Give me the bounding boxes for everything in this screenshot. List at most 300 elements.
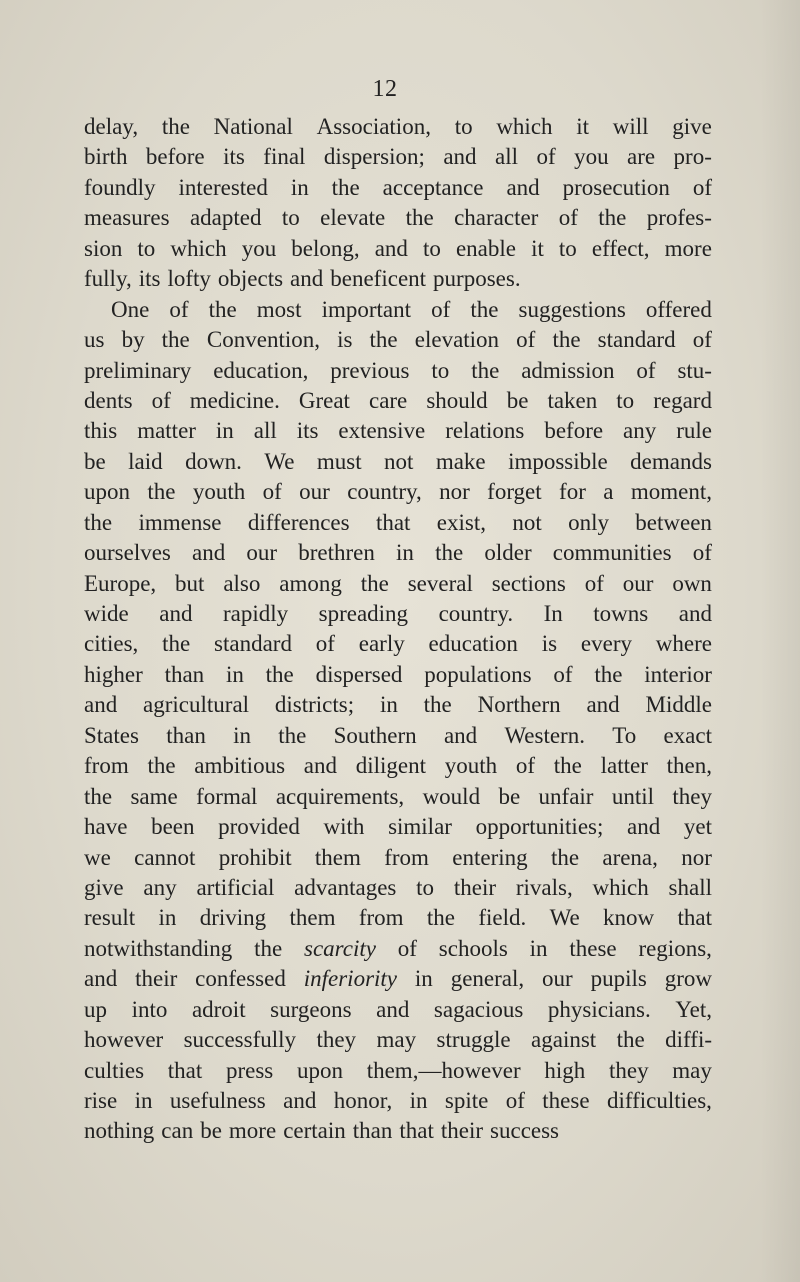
word: we bbox=[84, 844, 111, 870]
word: laid bbox=[128, 448, 163, 474]
word: preliminary bbox=[84, 357, 192, 383]
word: these bbox=[542, 1088, 590, 1113]
word: of bbox=[431, 296, 451, 322]
word: regard bbox=[653, 387, 712, 413]
word: opportunities; bbox=[475, 814, 604, 840]
word: would bbox=[422, 783, 481, 809]
word: States bbox=[84, 722, 139, 748]
word: exist, bbox=[436, 509, 486, 535]
word: profes- bbox=[646, 205, 712, 231]
word: acceptance bbox=[382, 174, 484, 200]
word: similar bbox=[388, 814, 452, 840]
word: however bbox=[84, 1027, 164, 1053]
word: adapted bbox=[189, 205, 262, 231]
word: taken bbox=[547, 387, 598, 413]
word: the bbox=[161, 114, 190, 139]
word: the bbox=[552, 327, 581, 353]
word: and bbox=[443, 144, 477, 170]
text-line bbox=[84, 295, 712, 325]
word: standard bbox=[597, 327, 676, 353]
word: shall bbox=[668, 874, 712, 900]
text-line bbox=[84, 690, 712, 720]
text-line bbox=[84, 356, 712, 386]
word: agricultural bbox=[143, 692, 250, 718]
word: the bbox=[435, 540, 464, 566]
text-line bbox=[84, 569, 712, 599]
word: spreading bbox=[318, 601, 409, 626]
word: successfully bbox=[183, 1027, 297, 1053]
text-line bbox=[84, 112, 712, 142]
word: prohibit bbox=[218, 844, 292, 870]
word: immense bbox=[138, 509, 222, 535]
word: you bbox=[574, 144, 609, 170]
word: high bbox=[544, 1057, 586, 1083]
word: have bbox=[84, 814, 128, 840]
word: Northern bbox=[477, 692, 561, 718]
word: adroit bbox=[191, 996, 246, 1022]
word: pro- bbox=[673, 144, 712, 170]
word: sections bbox=[491, 570, 566, 596]
word: press bbox=[225, 1057, 274, 1083]
word: diffi- bbox=[665, 1027, 712, 1053]
word: all bbox=[253, 418, 277, 444]
word: is bbox=[541, 631, 558, 657]
word: in bbox=[396, 540, 414, 566]
word: in bbox=[379, 692, 398, 718]
word: important bbox=[321, 296, 412, 322]
word: in bbox=[158, 905, 177, 931]
word: artificial bbox=[196, 874, 275, 900]
word: which bbox=[496, 114, 553, 139]
word: elevate bbox=[320, 205, 386, 231]
word: previous bbox=[330, 357, 410, 383]
word: should bbox=[426, 387, 488, 413]
word: up bbox=[84, 996, 107, 1022]
word: nothing bbox=[84, 1118, 155, 1144]
word: any bbox=[143, 874, 177, 900]
word: demands bbox=[630, 448, 712, 474]
word: its bbox=[223, 144, 245, 170]
word: in bbox=[225, 661, 244, 687]
word: the bbox=[208, 296, 237, 322]
word: our bbox=[542, 966, 573, 992]
word: sagacious bbox=[433, 996, 524, 1022]
word: also bbox=[223, 570, 261, 596]
page-number: 12 bbox=[372, 76, 398, 102]
word: every bbox=[580, 631, 632, 657]
word: confessed bbox=[195, 966, 286, 992]
word: unfair bbox=[538, 783, 594, 809]
word: with bbox=[323, 814, 365, 840]
text-line bbox=[84, 142, 712, 172]
word: the bbox=[147, 479, 176, 505]
word: own bbox=[672, 570, 712, 596]
word: delay, bbox=[84, 114, 139, 139]
word: the bbox=[254, 935, 283, 961]
word: it bbox=[531, 235, 544, 261]
word: the bbox=[278, 722, 307, 748]
word: older bbox=[484, 540, 532, 566]
word: of bbox=[692, 174, 712, 200]
word: regions, bbox=[638, 935, 712, 961]
word: these bbox=[569, 935, 617, 961]
word: grow bbox=[664, 966, 712, 992]
word: final bbox=[263, 144, 306, 170]
word: upon bbox=[296, 1057, 343, 1083]
word: notwithstanding bbox=[84, 935, 233, 961]
text-line bbox=[84, 1056, 712, 1086]
word: purposes. bbox=[433, 266, 521, 292]
word: and bbox=[303, 753, 337, 779]
word: To bbox=[612, 722, 637, 748]
word: provided bbox=[218, 814, 300, 840]
word: and bbox=[159, 601, 193, 626]
word: exact bbox=[663, 722, 712, 748]
word: success bbox=[490, 1118, 560, 1144]
word: upon bbox=[84, 479, 130, 505]
word: stu- bbox=[677, 357, 712, 383]
word: youth bbox=[444, 753, 498, 779]
word: entering bbox=[452, 844, 528, 870]
word: in bbox=[215, 418, 234, 444]
word: of bbox=[262, 479, 282, 505]
word: fully, bbox=[84, 266, 132, 292]
word: the bbox=[161, 327, 190, 353]
word: of bbox=[558, 205, 578, 231]
word: of bbox=[515, 753, 536, 779]
word: country. bbox=[438, 601, 514, 626]
word: and bbox=[192, 540, 226, 566]
word: field. bbox=[478, 905, 527, 931]
word: medicine. bbox=[189, 387, 280, 413]
word: admission bbox=[521, 357, 615, 383]
text-line bbox=[84, 538, 712, 568]
word: latter bbox=[600, 753, 648, 779]
word: scarcity bbox=[304, 935, 376, 961]
text-line bbox=[84, 599, 712, 629]
word: higher bbox=[84, 661, 143, 687]
word: National bbox=[213, 114, 293, 139]
word: then, bbox=[666, 753, 712, 779]
word: lofty bbox=[167, 266, 211, 292]
text-line bbox=[84, 416, 712, 446]
word: Southern bbox=[333, 722, 417, 748]
word: education bbox=[428, 631, 518, 657]
word: be bbox=[84, 448, 106, 474]
word: formal bbox=[196, 783, 258, 809]
word: character bbox=[454, 205, 539, 231]
word: to bbox=[137, 235, 156, 261]
word: in bbox=[134, 1088, 153, 1113]
word: to bbox=[454, 114, 473, 139]
word: know bbox=[603, 905, 655, 931]
word: certain bbox=[283, 1118, 346, 1144]
word: care bbox=[368, 387, 408, 413]
word: of bbox=[553, 661, 573, 687]
word: Association, bbox=[316, 114, 431, 139]
word: the bbox=[162, 631, 191, 657]
word: the bbox=[594, 661, 623, 687]
word: inferiority bbox=[303, 966, 398, 992]
word: not bbox=[512, 509, 542, 535]
word: advantages bbox=[294, 874, 397, 900]
word: until bbox=[611, 783, 654, 809]
word: several bbox=[407, 570, 473, 596]
word: Great bbox=[298, 387, 350, 413]
word: its bbox=[296, 418, 319, 444]
word: the bbox=[598, 205, 627, 231]
text-line bbox=[84, 660, 712, 690]
word: dents bbox=[84, 387, 133, 413]
word: struggle bbox=[436, 1027, 511, 1053]
word: be bbox=[506, 387, 529, 413]
word: yet bbox=[683, 814, 712, 840]
word: the bbox=[471, 357, 500, 383]
word: communities bbox=[552, 540, 672, 566]
text-line bbox=[84, 1086, 712, 1116]
word: We bbox=[549, 905, 580, 931]
text-line bbox=[84, 903, 712, 933]
word: but bbox=[175, 570, 205, 596]
word: schools bbox=[438, 935, 508, 961]
word: driving bbox=[199, 905, 267, 931]
word: in bbox=[233, 722, 251, 748]
word: education, bbox=[213, 357, 309, 383]
word: by bbox=[121, 327, 145, 353]
word: the bbox=[423, 692, 452, 718]
word: the bbox=[84, 783, 113, 809]
word: the bbox=[550, 844, 580, 870]
word: of bbox=[151, 387, 171, 413]
word: give bbox=[84, 874, 124, 900]
word: rapidly bbox=[222, 601, 289, 626]
word: not bbox=[384, 448, 414, 474]
word: of bbox=[584, 570, 604, 596]
word: dispersion; bbox=[323, 144, 425, 170]
word: our bbox=[299, 479, 330, 505]
text-line bbox=[84, 325, 712, 355]
word: diligent bbox=[355, 753, 426, 779]
word: the bbox=[405, 205, 434, 231]
word: spite bbox=[444, 1088, 489, 1113]
text-line bbox=[84, 812, 712, 842]
word: birth bbox=[84, 144, 128, 170]
word: in bbox=[409, 1088, 428, 1113]
word: enable bbox=[455, 235, 516, 261]
word: its bbox=[138, 266, 161, 292]
word: of bbox=[516, 327, 536, 353]
word: to bbox=[423, 235, 441, 261]
word: will bbox=[612, 114, 649, 139]
word: relations bbox=[445, 418, 525, 444]
word: from bbox=[358, 905, 404, 931]
word: of bbox=[505, 1088, 525, 1113]
word: any bbox=[623, 418, 657, 444]
word: between bbox=[635, 509, 712, 535]
word: extensive bbox=[338, 418, 426, 444]
word: their bbox=[440, 1118, 484, 1144]
word: nor bbox=[439, 479, 470, 505]
word: differences bbox=[247, 509, 350, 535]
word: this bbox=[84, 418, 118, 444]
word: for bbox=[559, 479, 586, 505]
word: be bbox=[498, 783, 521, 809]
word: the bbox=[331, 174, 360, 200]
word: usefulness bbox=[169, 1088, 266, 1113]
word: the bbox=[426, 905, 455, 931]
word: them bbox=[314, 844, 361, 870]
word: can bbox=[161, 1118, 194, 1144]
word: Europe, bbox=[84, 570, 157, 596]
text-line bbox=[84, 234, 712, 264]
word: and bbox=[374, 235, 408, 261]
text-line bbox=[84, 873, 712, 903]
word: acquirements, bbox=[275, 783, 405, 809]
word: than bbox=[352, 1118, 393, 1144]
word: that bbox=[677, 905, 712, 931]
word: that bbox=[167, 1057, 203, 1083]
word: objects bbox=[217, 266, 284, 292]
text-line bbox=[84, 447, 712, 477]
word: towns bbox=[593, 601, 649, 626]
word: interior bbox=[644, 661, 712, 687]
word: districts; bbox=[274, 692, 355, 718]
word: sion bbox=[84, 235, 123, 261]
word: and bbox=[627, 814, 661, 840]
word: and bbox=[283, 1088, 317, 1113]
word: surgeons bbox=[270, 996, 352, 1022]
text-line bbox=[84, 751, 712, 781]
word: physicians. bbox=[547, 996, 651, 1022]
word: that bbox=[375, 509, 411, 535]
word: is bbox=[337, 327, 353, 353]
word: ambitious bbox=[194, 753, 286, 779]
word: down. bbox=[185, 448, 242, 474]
word: elevation bbox=[414, 327, 500, 353]
word: than bbox=[166, 722, 206, 748]
word: and bbox=[290, 266, 324, 292]
word: forget bbox=[487, 479, 542, 505]
word: and bbox=[506, 174, 540, 200]
word: more bbox=[664, 235, 712, 261]
word: One bbox=[111, 296, 150, 322]
word: been bbox=[151, 814, 195, 840]
word: honor, bbox=[333, 1088, 393, 1113]
word: before bbox=[145, 144, 205, 170]
word: and bbox=[443, 722, 478, 748]
word: against bbox=[531, 1027, 597, 1053]
word: dispersed bbox=[315, 661, 403, 687]
word: culties bbox=[84, 1057, 145, 1083]
word: to bbox=[616, 387, 635, 413]
word: more bbox=[228, 1118, 277, 1144]
word: their bbox=[453, 874, 497, 900]
word: into bbox=[131, 996, 168, 1022]
word: most bbox=[256, 296, 302, 322]
word: to bbox=[416, 874, 435, 900]
word: and bbox=[84, 692, 118, 718]
word: the bbox=[369, 327, 398, 353]
text-line bbox=[84, 843, 712, 873]
word: that bbox=[399, 1118, 434, 1144]
word: result bbox=[84, 905, 136, 931]
word: of bbox=[636, 357, 656, 383]
word: must bbox=[316, 448, 362, 474]
word: wide bbox=[84, 601, 129, 626]
word: in bbox=[290, 174, 309, 200]
word: their bbox=[135, 966, 178, 992]
word: the bbox=[470, 296, 499, 322]
word: belong, bbox=[291, 235, 360, 261]
word: they bbox=[608, 1057, 649, 1083]
word: interested bbox=[178, 174, 268, 200]
text-line bbox=[84, 934, 712, 964]
word: of bbox=[536, 144, 556, 170]
text-line bbox=[84, 264, 712, 294]
word: cannot bbox=[134, 844, 196, 870]
word: early bbox=[358, 631, 405, 657]
word: of bbox=[692, 540, 712, 566]
word: our bbox=[246, 540, 278, 566]
word: foundly bbox=[84, 174, 156, 200]
word: the bbox=[147, 753, 176, 779]
word: measures bbox=[84, 205, 170, 231]
word: and bbox=[586, 692, 620, 718]
word: are bbox=[627, 144, 656, 170]
word: which bbox=[592, 874, 649, 900]
word: rule bbox=[676, 418, 712, 444]
text-line bbox=[84, 1116, 712, 1146]
text-line bbox=[84, 782, 712, 812]
text-line bbox=[84, 964, 712, 994]
text-line bbox=[84, 203, 712, 233]
word: arena, bbox=[602, 844, 658, 870]
word: the bbox=[265, 661, 294, 687]
text-line bbox=[84, 995, 712, 1025]
word: We bbox=[264, 448, 295, 474]
word: where bbox=[655, 631, 712, 657]
word: brethren bbox=[298, 540, 375, 566]
word: country, bbox=[347, 479, 422, 505]
word: effect, bbox=[591, 235, 650, 261]
word: pupils bbox=[590, 966, 647, 992]
word: the bbox=[84, 509, 113, 535]
word: general, bbox=[450, 966, 525, 992]
word: make bbox=[435, 448, 486, 474]
word: our bbox=[622, 570, 654, 596]
word: offered bbox=[645, 296, 712, 322]
text-line bbox=[84, 173, 712, 203]
word: difficulties, bbox=[606, 1088, 712, 1113]
body-text bbox=[84, 112, 712, 1147]
word: a bbox=[603, 479, 614, 505]
word: may bbox=[376, 1027, 417, 1053]
word: you bbox=[241, 235, 277, 261]
word: among bbox=[279, 570, 342, 596]
word: standard bbox=[214, 631, 292, 657]
page-edge-shadow bbox=[760, 0, 800, 1282]
word: rivals, bbox=[515, 874, 573, 900]
word: beneficent bbox=[330, 266, 427, 292]
word: of bbox=[692, 327, 712, 353]
word: moment, bbox=[630, 479, 712, 505]
word: In bbox=[543, 601, 563, 626]
word: in bbox=[414, 966, 433, 992]
word: before bbox=[544, 418, 604, 444]
text-line bbox=[84, 721, 712, 751]
word: from bbox=[84, 753, 129, 779]
word: give bbox=[672, 114, 712, 139]
